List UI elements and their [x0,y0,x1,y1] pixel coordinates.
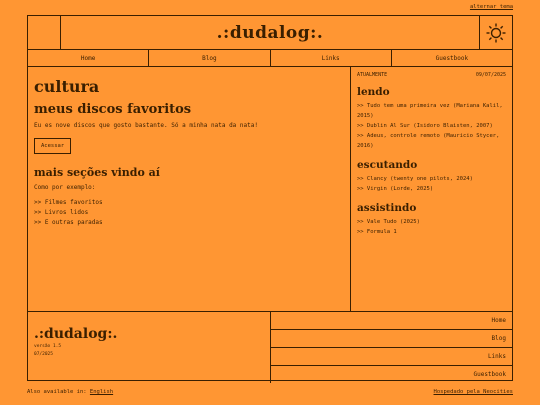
watching-title: assistindo [357,202,417,214]
reading-title: lendo [357,86,390,98]
section-text-discos: Eu es nove discos que gosto bastante. Só a minha nata da nata! [34,122,258,129]
sun-icon [486,23,506,43]
footer-version-date: 07/2025 [34,352,53,357]
nav-guestbook[interactable]: Guestbook [435,54,469,62]
list-item: >> Vale Tudo (2025) [357,219,420,225]
list-item: >> Filmes favoritos [34,199,103,206]
footer [28,312,512,383]
list-item: >> Virgin (Lorde, 2025) [357,186,434,192]
site-title: .:dudalog:. [216,22,324,43]
sidebar-label: ATUALMENTE [357,72,388,78]
section-text-coming: Como por exemplo: [34,184,96,191]
neocities-link[interactable]: Hospedado pela Neocities [433,389,513,395]
footer-logo: .:dudalog:. [34,326,118,342]
list-item: >> Tudo tem uma primeira vez (Mariana Kalil, 2015) [357,103,503,119]
nav-home[interactable]: Home [28,50,149,66]
list-item: >> Formula 1 [357,229,397,235]
main-content [28,67,512,312]
page-heading: cultura [34,77,100,96]
footer-link-blog[interactable]: Blog [271,330,512,348]
footer-brand [28,312,271,383]
footer-link-guestbook[interactable]: Guestbook [473,371,506,378]
english-link[interactable]: English [89,389,114,395]
watching-list [357,217,506,237]
list-item: >> E outras paradas [34,219,103,226]
main-nav [28,50,512,67]
page-frame [27,15,513,381]
bottom-bar [27,389,513,395]
footer-link-home[interactable]: Home [271,312,512,330]
listening-list [357,174,506,194]
list-item: >> Livros lidos [34,209,89,216]
nav-blog[interactable]: Blog [149,50,270,66]
also-available-label: Also available in: [27,389,87,395]
access-button[interactable]: Acessar [34,138,71,154]
footer-version: versão 1.5 [34,344,62,349]
sidebar [351,67,512,311]
footer-link-links[interactable]: Links [271,348,512,366]
reading-list [357,101,506,151]
listening-title: escutando [357,159,418,171]
language-info [27,389,113,395]
header-left-cell [28,16,61,49]
header [28,16,512,50]
list-item: >> Adeus, controle remoto (Mauricio Stycer, 2016) [357,133,500,149]
section-title-coming: mais seções vindo aí [34,166,160,179]
section-title-discos: meus discos favoritos [34,102,192,117]
footer-nav [271,312,512,383]
coming-list [34,198,344,228]
nav-links[interactable]: Links [271,50,392,66]
sidebar-date: 09/07/2025 [475,72,506,78]
theme-toggle-link[interactable]: alternar tema [469,4,513,10]
sidebar-header [357,72,506,78]
sun-icon-cell [479,16,512,49]
content-column [28,67,351,311]
list-item: >> Clancy (twenty one pilots, 2024) [357,176,473,182]
list-item: >> Dublin Al Sur (Isidoro Blaisten, 2007) [357,123,493,129]
